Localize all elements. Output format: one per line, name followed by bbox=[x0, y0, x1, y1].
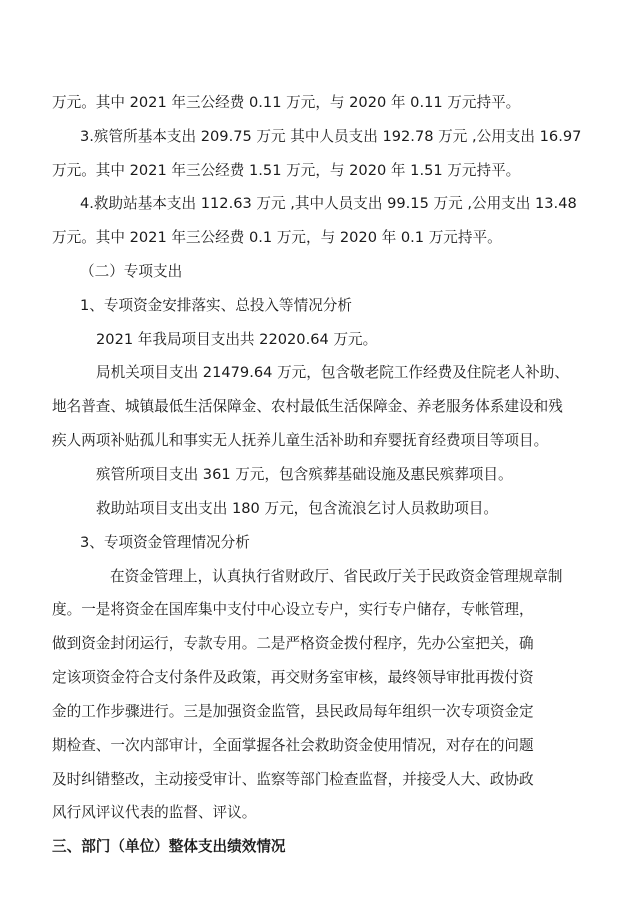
paragraph-line: 及时纠错整改，主动接受审计、监察等部门检查监督，并接受人大、政协政 bbox=[52, 771, 534, 788]
paragraph-line: 在资金管理上，认真执行省财政厅、省民政厅关于民政资金管理规章制 bbox=[110, 568, 563, 585]
paragraph-line: 期检查、一次内部审计，全面掌握各社会救助资金使用情况，对存在的问题 bbox=[52, 737, 534, 754]
paragraph-line: 3.殡管所基本支出 209.75 万元 其中人员支出 192.78 万元 ,公用支出 16.97 bbox=[80, 128, 582, 145]
subsection-heading: 1、专项资金安排落实、总投入等情况分析 bbox=[80, 297, 352, 314]
paragraph-line: 4.救助站基本支出 112.63 万元 ,其中人员支出 99.15 万元 ,公用支出 13.48 bbox=[80, 195, 577, 212]
paragraph-line: 疾人两项补贴孤儿和事实无人抚养儿童生活补助和弃婴抚育经费项目等项目。 bbox=[52, 432, 549, 449]
paragraph-line: 做到资金封闭运行，专款专用。二是严格资金拨付程序，先办公室把关，确 bbox=[52, 635, 534, 652]
paragraph-line: 2021 年我局项目支出共 22020.64 万元。 bbox=[96, 331, 378, 348]
paragraph-line: 救助站项目支出支出 180 万元，包含流浪乞讨人员救助项目。 bbox=[96, 500, 498, 517]
paragraph-line: 万元。其中 2021 年三公经费 0.1 万元，与 2020 年 0.1 万元持平。 bbox=[52, 229, 502, 246]
paragraph-line: 地名普查、城镇最低生活保障金、农村最低生活保障金、养老服务体系建设和残 bbox=[52, 398, 563, 415]
paragraph-line: 定该项资金符合支付条件及政策，再交财务室审核，最终领导审批再拨付资 bbox=[52, 669, 534, 686]
paragraph-line: 金的工作步骤进行。三是加强资金监管，县民政局每年组织一次专项资金定 bbox=[52, 703, 534, 720]
paragraph-line: 局机关项目支出 21479.64 万元，包含敬老院工作经费及住院老人补助、 bbox=[96, 364, 569, 381]
subsection-heading: 3、专项资金管理情况分析 bbox=[80, 534, 250, 551]
paragraph-line: 风行风评议代表的监督、评议。 bbox=[52, 804, 257, 821]
paragraph-line: 殡管所项目支出 361 万元，包含殡葬基础设施及惠民殡葬项目。 bbox=[96, 466, 513, 483]
paragraph-line: 万元。其中 2021 年三公经费 0.11 万元，与 2020 年 0.11 万元持平。 bbox=[52, 94, 521, 111]
paragraph-line: 万元。其中 2021 年三公经费 1.51 万元，与 2020 年 1.51 万元持平。 bbox=[52, 162, 521, 179]
section-heading: （二）专项支出 bbox=[80, 263, 183, 280]
chapter-heading: 三、部门（单位）整体支出绩效情况 bbox=[52, 838, 286, 855]
paragraph-line: 度。一是将资金在国库集中支付中心设立专户，实行专户储存，专帐管理， bbox=[52, 601, 534, 618]
